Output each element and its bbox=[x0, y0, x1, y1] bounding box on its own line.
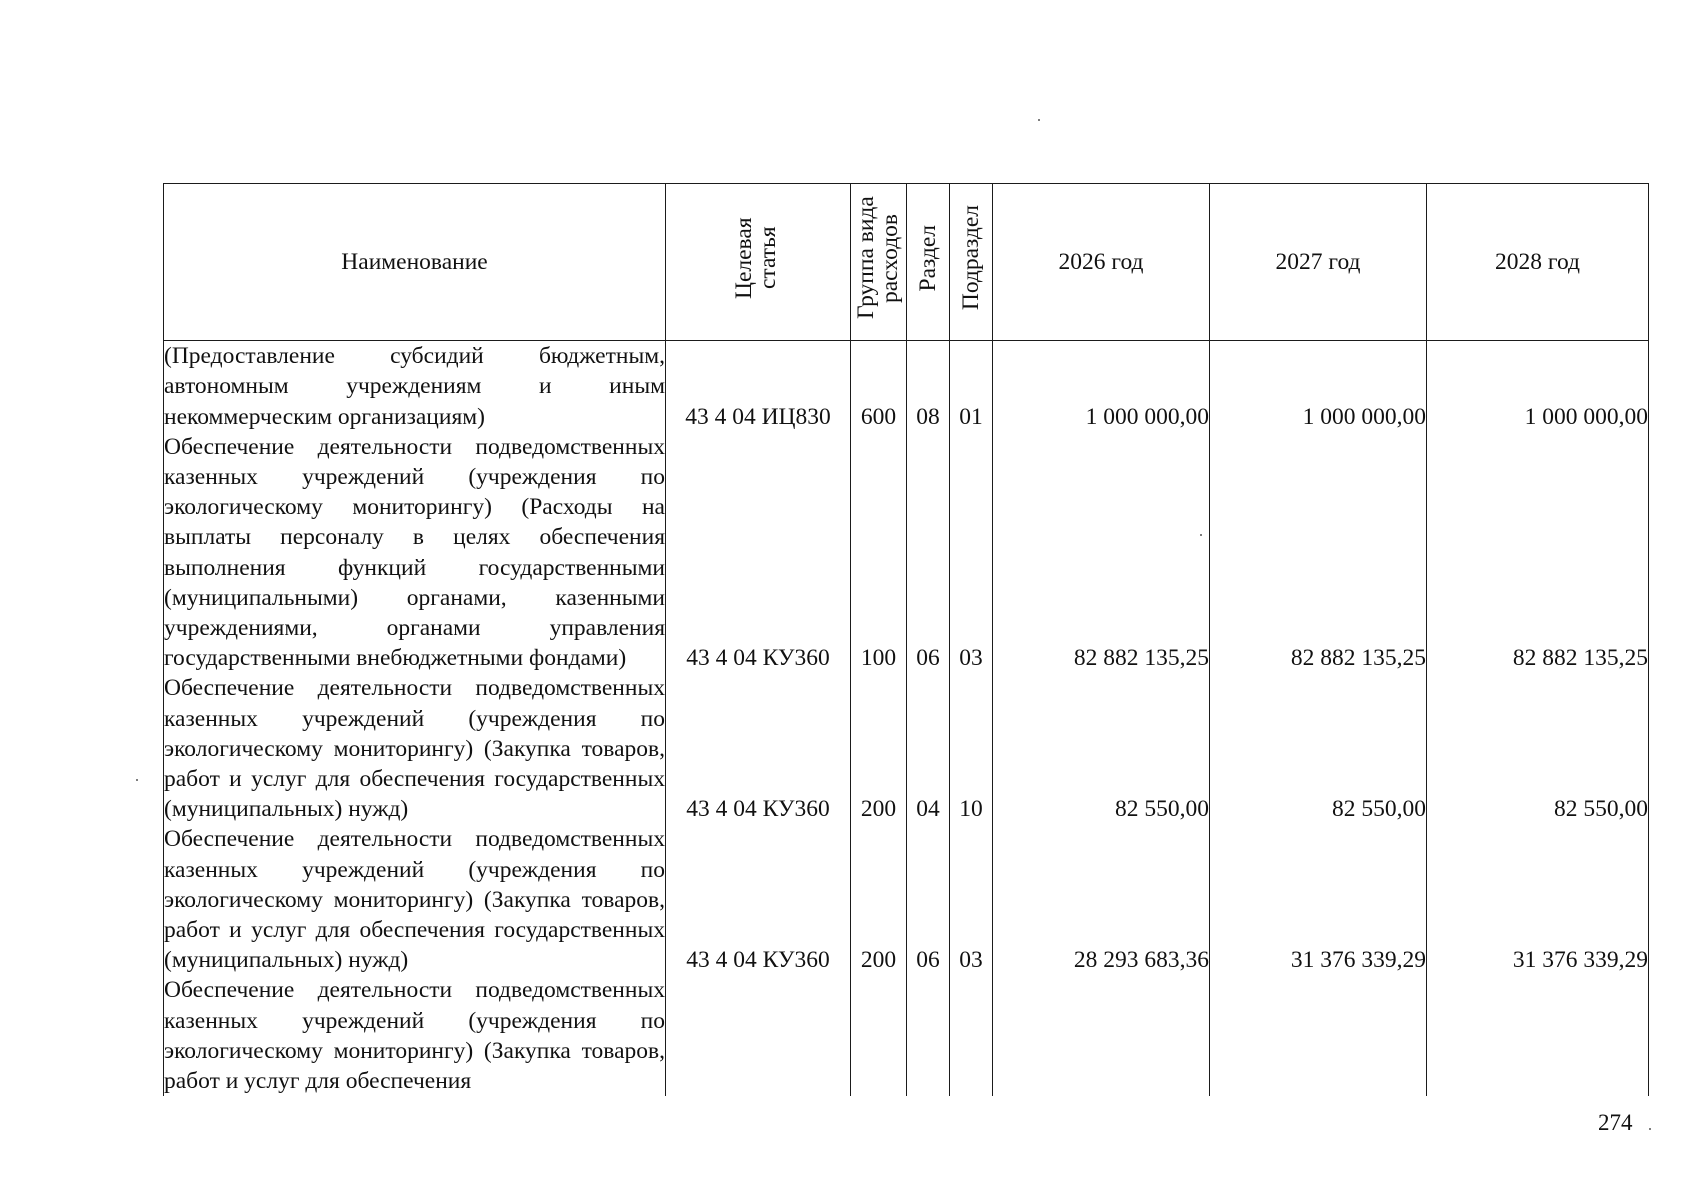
table-row bbox=[164, 975, 1649, 1096]
row-name: Обеспечение деятельности подведомственных казенных учреждений (учреждения по экологическому мониторингу) (Закупка товаров, работ и услуг для обеспечения государственных (муниципальных) нужд) bbox=[164, 824, 666, 975]
row-name: Обеспечение деятельности подведомственных казенных учреждений (учреждения по экологическому мониторингу) (Закупка товаров, работ и услуг для обеспечения государственных (муниципальных) нужд) bbox=[164, 673, 666, 824]
row-subsection: 03 bbox=[950, 432, 993, 674]
row-amount-2026: 82 550,00 bbox=[993, 673, 1210, 824]
row-amount-2026: 28 293 683,36 bbox=[993, 824, 1210, 975]
table-row bbox=[164, 673, 1649, 824]
table-row bbox=[164, 341, 1649, 432]
header-2026: 2026 год bbox=[993, 184, 1210, 341]
row-amount-2027 bbox=[1210, 975, 1427, 1096]
row-subsection: 03 bbox=[950, 824, 993, 975]
row-target-article: 43 4 04 КУ360 bbox=[666, 432, 851, 674]
page-number: 274 bbox=[1598, 1110, 1633, 1135]
budget-table bbox=[163, 183, 1649, 1096]
table-row bbox=[164, 824, 1649, 975]
row-amount-2028: 1 000 000,00 bbox=[1427, 341, 1649, 432]
row-name: Обеспечение деятельности подведомственных казенных учреждений (учреждения по экологическому мониторингу) (Закупка товаров, работ и услуг для обеспечения bbox=[164, 975, 666, 1096]
scan-speck bbox=[1200, 534, 1202, 536]
row-section: 06 bbox=[907, 432, 950, 674]
header-subsection: Подраздел bbox=[958, 205, 984, 311]
row-section: 06 bbox=[907, 824, 950, 975]
header-name: Наименование bbox=[164, 184, 666, 341]
row-target-article: 43 4 04 ИЦ830 bbox=[666, 341, 851, 432]
row-section: 04 bbox=[907, 673, 950, 824]
table-row bbox=[164, 432, 1649, 674]
row-amount-2028: 31 376 339,29 bbox=[1427, 824, 1649, 975]
row-name: (Предоставление субсидий бюджетным, автономным учреждениям и иным некоммерческим организациям) bbox=[164, 341, 666, 432]
row-section bbox=[907, 975, 950, 1096]
row-target-article bbox=[666, 975, 851, 1096]
row-expense-group: 600 bbox=[851, 341, 907, 432]
header-2028: 2028 год bbox=[1427, 184, 1649, 341]
row-amount-2027: 1 000 000,00 bbox=[1210, 341, 1427, 432]
row-subsection: 01 bbox=[950, 341, 993, 432]
row-target-article: 43 4 04 КУ360 bbox=[666, 673, 851, 824]
row-amount-2028: 82 550,00 bbox=[1427, 673, 1649, 824]
row-target-article: 43 4 04 КУ360 bbox=[666, 824, 851, 975]
header-target-article: Целевая статья bbox=[731, 217, 781, 299]
row-name: Обеспечение деятельности подведомственных казенных учреждений (учреждения по экологическому мониторингу) (Расходы на выплаты персоналу в целях обеспечения выполнения функций государственными (муниципальными) органами, казенными учреждениями, органами управления государственными внебюджетными фондами) bbox=[164, 432, 666, 674]
row-section: 08 bbox=[907, 341, 950, 432]
row-expense-group: 200 bbox=[851, 824, 907, 975]
scan-speck bbox=[136, 779, 138, 781]
row-amount-2027: 82 882 135,25 bbox=[1210, 432, 1427, 674]
row-expense-group: 200 bbox=[851, 673, 907, 824]
row-amount-2026: 82 882 135,25 bbox=[993, 432, 1210, 674]
table-header-row bbox=[164, 184, 1649, 341]
row-amount-2026 bbox=[993, 975, 1210, 1096]
row-amount-2027: 82 550,00 bbox=[1210, 673, 1427, 824]
scan-speck bbox=[1038, 119, 1040, 121]
scan-speck bbox=[1649, 1128, 1651, 1130]
header-expense-group: Группа вида расходов bbox=[852, 196, 903, 320]
row-expense-group bbox=[851, 975, 907, 1096]
row-subsection: 10 bbox=[950, 673, 993, 824]
row-amount-2028 bbox=[1427, 975, 1649, 1096]
header-2027: 2027 год bbox=[1210, 184, 1427, 341]
row-amount-2026: 1 000 000,00 bbox=[993, 341, 1210, 432]
row-amount-2027: 31 376 339,29 bbox=[1210, 824, 1427, 975]
row-expense-group: 100 bbox=[851, 432, 907, 674]
header-section: Раздел bbox=[915, 224, 941, 292]
row-amount-2028: 82 882 135,25 bbox=[1427, 432, 1649, 674]
row-subsection bbox=[950, 975, 993, 1096]
